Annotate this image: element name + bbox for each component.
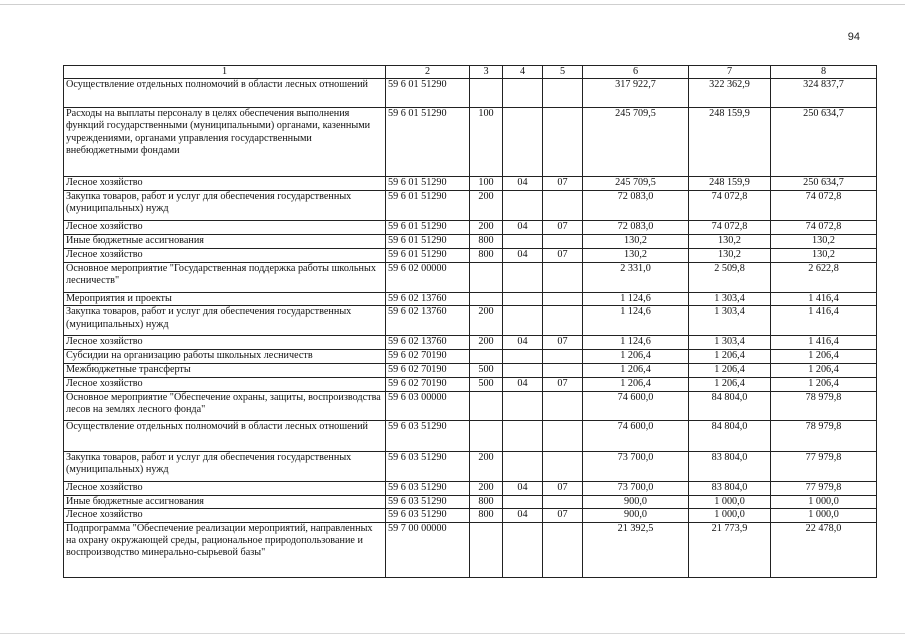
cell-code: 59 6 01 51290 (386, 221, 470, 235)
cell-c4 (503, 495, 543, 508)
table-row (64, 495, 877, 508)
cell-code: 59 6 02 00000 (386, 263, 470, 293)
cell-code: 59 6 03 51290 (386, 451, 470, 481)
page-number: 94 (847, 31, 860, 43)
cell-c3: 200 (470, 336, 503, 350)
cell-c3 (470, 79, 503, 108)
cell-v7: 1 303,4 (689, 293, 771, 306)
cell-c3: 100 (470, 177, 503, 191)
cell-v8: 1 000,0 (771, 495, 877, 508)
cell-v6: 1 206,4 (583, 364, 689, 378)
table-row (64, 378, 877, 391)
cell-name: Основное мероприятие "Государственная поддержка работы школьных лесничеств" (64, 263, 386, 293)
cell-code: 59 7 00 00000 (386, 522, 470, 577)
cell-v8: 250 634,7 (771, 108, 877, 177)
table-row (64, 235, 877, 249)
cell-v7: 83 804,0 (689, 481, 771, 495)
cell-c4 (503, 263, 543, 293)
cell-v6: 900,0 (583, 495, 689, 508)
cell-code: 59 6 03 51290 (386, 481, 470, 495)
cell-v8: 74 072,8 (771, 221, 877, 235)
cell-v6: 1 124,6 (583, 306, 689, 336)
cell-v7: 248 159,9 (689, 108, 771, 177)
cell-c4: 04 (503, 177, 543, 191)
budget-table (63, 65, 877, 578)
cell-code: 59 6 01 51290 (386, 79, 470, 108)
column-header: 6 (583, 66, 689, 79)
scan-bottom-edge (0, 633, 905, 634)
cell-c3: 800 (470, 508, 503, 522)
cell-c5: 07 (543, 508, 583, 522)
cell-c5 (543, 263, 583, 293)
cell-c5: 07 (543, 336, 583, 350)
cell-c3: 500 (470, 364, 503, 378)
scan-top-edge (0, 4, 905, 5)
cell-c4: 04 (503, 221, 543, 235)
cell-name: Лесное хозяйство (64, 336, 386, 350)
cell-v7: 83 804,0 (689, 451, 771, 481)
cell-code: 59 6 02 70190 (386, 364, 470, 378)
cell-c4: 04 (503, 336, 543, 350)
cell-c3: 200 (470, 481, 503, 495)
cell-v7: 1 206,4 (689, 364, 771, 378)
cell-v7: 2 509,8 (689, 263, 771, 293)
cell-c5: 07 (543, 378, 583, 391)
cell-c5 (543, 350, 583, 364)
cell-name: Закупка товаров, работ и услуг для обеспечения государственных (муниципальных) нужд (64, 306, 386, 336)
cell-code: 59 6 02 13760 (386, 306, 470, 336)
cell-c5 (543, 306, 583, 336)
cell-c5 (543, 364, 583, 378)
cell-c3 (470, 522, 503, 577)
cell-code: 59 6 01 51290 (386, 177, 470, 191)
cell-v7: 74 072,8 (689, 191, 771, 221)
cell-name: Лесное хозяйство (64, 249, 386, 263)
cell-c4 (503, 350, 543, 364)
table-row (64, 79, 877, 108)
cell-name: Подпрограмма "Обеспечение реализации мероприятий, направленных на охрану окружающей среды, рациональное природопользование и воспроизводство минерально-сырьевой базы" (64, 522, 386, 577)
cell-c5: 07 (543, 177, 583, 191)
cell-name: Осуществление отдельных полномочий в области лесных отношений (64, 79, 386, 108)
cell-name: Иные бюджетные ассигнования (64, 235, 386, 249)
cell-name: Осуществление отдельных полномочий в области лесных отношений (64, 420, 386, 451)
table-row (64, 108, 877, 177)
cell-v6: 72 083,0 (583, 191, 689, 221)
cell-v6: 73 700,0 (583, 481, 689, 495)
cell-v6: 245 709,5 (583, 177, 689, 191)
cell-v8: 22 478,0 (771, 522, 877, 577)
cell-v8: 1 416,4 (771, 293, 877, 306)
table-row (64, 522, 877, 577)
cell-v7: 1 206,4 (689, 378, 771, 391)
cell-c3: 200 (470, 221, 503, 235)
cell-c5 (543, 420, 583, 451)
table-row (64, 221, 877, 235)
cell-name: Лесное хозяйство (64, 378, 386, 391)
cell-v7: 1 000,0 (689, 508, 771, 522)
cell-code: 59 6 01 51290 (386, 249, 470, 263)
cell-code: 59 6 02 70190 (386, 378, 470, 391)
cell-c3 (470, 263, 503, 293)
cell-c5: 07 (543, 481, 583, 495)
cell-v8: 77 979,8 (771, 481, 877, 495)
cell-code: 59 6 03 00000 (386, 391, 470, 420)
cell-code: 59 6 02 13760 (386, 336, 470, 350)
cell-name: Лесное хозяйство (64, 221, 386, 235)
cell-name: Мероприятия и проекты (64, 293, 386, 306)
cell-c3: 200 (470, 191, 503, 221)
cell-v6: 74 600,0 (583, 391, 689, 420)
cell-name: Закупка товаров, работ и услуг для обеспечения государственных (муниципальных) нужд (64, 451, 386, 481)
cell-v6: 73 700,0 (583, 451, 689, 481)
column-number-row (64, 66, 877, 79)
cell-code: 59 6 03 51290 (386, 508, 470, 522)
cell-c3: 800 (470, 249, 503, 263)
cell-c5 (543, 235, 583, 249)
cell-v8: 1 416,4 (771, 336, 877, 350)
cell-v7: 322 362,9 (689, 79, 771, 108)
table-row (64, 481, 877, 495)
cell-c3: 200 (470, 451, 503, 481)
cell-c3: 800 (470, 495, 503, 508)
cell-c5 (543, 451, 583, 481)
cell-c5 (543, 495, 583, 508)
cell-c5 (543, 191, 583, 221)
cell-c3 (470, 420, 503, 451)
cell-v7: 1 000,0 (689, 495, 771, 508)
cell-v7: 130,2 (689, 235, 771, 249)
cell-c4 (503, 522, 543, 577)
table-row (64, 249, 877, 263)
cell-v6: 130,2 (583, 235, 689, 249)
cell-v8: 1 206,4 (771, 378, 877, 391)
cell-v7: 130,2 (689, 249, 771, 263)
column-header: 1 (64, 66, 386, 79)
cell-v8: 1 000,0 (771, 508, 877, 522)
table-row (64, 364, 877, 378)
cell-c4 (503, 420, 543, 451)
cell-c5 (543, 522, 583, 577)
cell-v8: 130,2 (771, 235, 877, 249)
cell-c5 (543, 108, 583, 177)
cell-code: 59 6 02 70190 (386, 350, 470, 364)
cell-v6: 1 206,4 (583, 378, 689, 391)
cell-name: Закупка товаров, работ и услуг для обеспечения государственных (муниципальных) нужд (64, 191, 386, 221)
cell-v6: 2 331,0 (583, 263, 689, 293)
cell-v8: 130,2 (771, 249, 877, 263)
cell-code: 59 6 01 51290 (386, 191, 470, 221)
table-row (64, 391, 877, 420)
cell-name: Расходы на выплаты персоналу в целях обеспечения выполнения функций государственными (муниципальными) органами, казенными учреждениями, органами управления государственными внебюджетными фондами (64, 108, 386, 177)
cell-name: Лесное хозяйство (64, 481, 386, 495)
cell-c3: 800 (470, 235, 503, 249)
cell-v8: 1 206,4 (771, 350, 877, 364)
cell-c4 (503, 364, 543, 378)
cell-v8: 2 622,8 (771, 263, 877, 293)
cell-c4 (503, 451, 543, 481)
cell-v8: 77 979,8 (771, 451, 877, 481)
cell-c5 (543, 391, 583, 420)
table-row (64, 293, 877, 306)
cell-v7: 1 303,4 (689, 306, 771, 336)
cell-v7: 1 303,4 (689, 336, 771, 350)
cell-v8: 78 979,8 (771, 391, 877, 420)
table-row (64, 451, 877, 481)
column-header: 8 (771, 66, 877, 79)
cell-name: Лесное хозяйство (64, 508, 386, 522)
cell-v6: 130,2 (583, 249, 689, 263)
cell-v8: 324 837,7 (771, 79, 877, 108)
table-row (64, 177, 877, 191)
cell-code: 59 6 03 51290 (386, 420, 470, 451)
cell-c5: 07 (543, 249, 583, 263)
cell-code: 59 6 01 51290 (386, 108, 470, 177)
cell-c4 (503, 391, 543, 420)
cell-c4: 04 (503, 378, 543, 391)
cell-c5 (543, 79, 583, 108)
cell-c4: 04 (503, 249, 543, 263)
table-row (64, 336, 877, 350)
column-header: 4 (503, 66, 543, 79)
column-header: 2 (386, 66, 470, 79)
column-header: 5 (543, 66, 583, 79)
cell-c3: 100 (470, 108, 503, 177)
cell-name: Лесное хозяйство (64, 177, 386, 191)
cell-c4 (503, 235, 543, 249)
table-row (64, 263, 877, 293)
cell-c4 (503, 306, 543, 336)
cell-v8: 78 979,8 (771, 420, 877, 451)
cell-v6: 245 709,5 (583, 108, 689, 177)
column-header: 7 (689, 66, 771, 79)
cell-c4 (503, 293, 543, 306)
table-row (64, 350, 877, 364)
cell-c3: 200 (470, 306, 503, 336)
cell-name: Межбюджетные трансферты (64, 364, 386, 378)
cell-name: Основное мероприятие "Обеспечение охраны, защиты, воспроизводства лесов на землях лесного фонда" (64, 391, 386, 420)
cell-v6: 900,0 (583, 508, 689, 522)
cell-v8: 74 072,8 (771, 191, 877, 221)
cell-v6: 1 124,6 (583, 336, 689, 350)
cell-code: 59 6 02 13760 (386, 293, 470, 306)
cell-v7: 248 159,9 (689, 177, 771, 191)
cell-c3 (470, 293, 503, 306)
cell-c5: 07 (543, 221, 583, 235)
cell-v7: 74 072,8 (689, 221, 771, 235)
cell-v6: 1 124,6 (583, 293, 689, 306)
cell-v6: 317 922,7 (583, 79, 689, 108)
table-row (64, 420, 877, 451)
cell-v7: 1 206,4 (689, 350, 771, 364)
cell-c3 (470, 350, 503, 364)
cell-v6: 21 392,5 (583, 522, 689, 577)
cell-v6: 74 600,0 (583, 420, 689, 451)
cell-c4 (503, 79, 543, 108)
table-row (64, 191, 877, 221)
cell-name: Субсидии на организацию работы школьных лесничеств (64, 350, 386, 364)
cell-v8: 250 634,7 (771, 177, 877, 191)
cell-v7: 84 804,0 (689, 391, 771, 420)
cell-v7: 84 804,0 (689, 420, 771, 451)
cell-v6: 72 083,0 (583, 221, 689, 235)
cell-v7: 21 773,9 (689, 522, 771, 577)
cell-c4: 04 (503, 508, 543, 522)
cell-code: 59 6 03 51290 (386, 495, 470, 508)
cell-v8: 1 206,4 (771, 364, 877, 378)
cell-c4 (503, 108, 543, 177)
column-header: 3 (470, 66, 503, 79)
cell-c5 (543, 293, 583, 306)
cell-v6: 1 206,4 (583, 350, 689, 364)
table-row (64, 508, 877, 522)
table-row (64, 306, 877, 336)
cell-c3: 500 (470, 378, 503, 391)
cell-c4 (503, 191, 543, 221)
cell-v8: 1 416,4 (771, 306, 877, 336)
cell-name: Иные бюджетные ассигнования (64, 495, 386, 508)
cell-c4: 04 (503, 481, 543, 495)
cell-c3 (470, 391, 503, 420)
cell-code: 59 6 01 51290 (386, 235, 470, 249)
